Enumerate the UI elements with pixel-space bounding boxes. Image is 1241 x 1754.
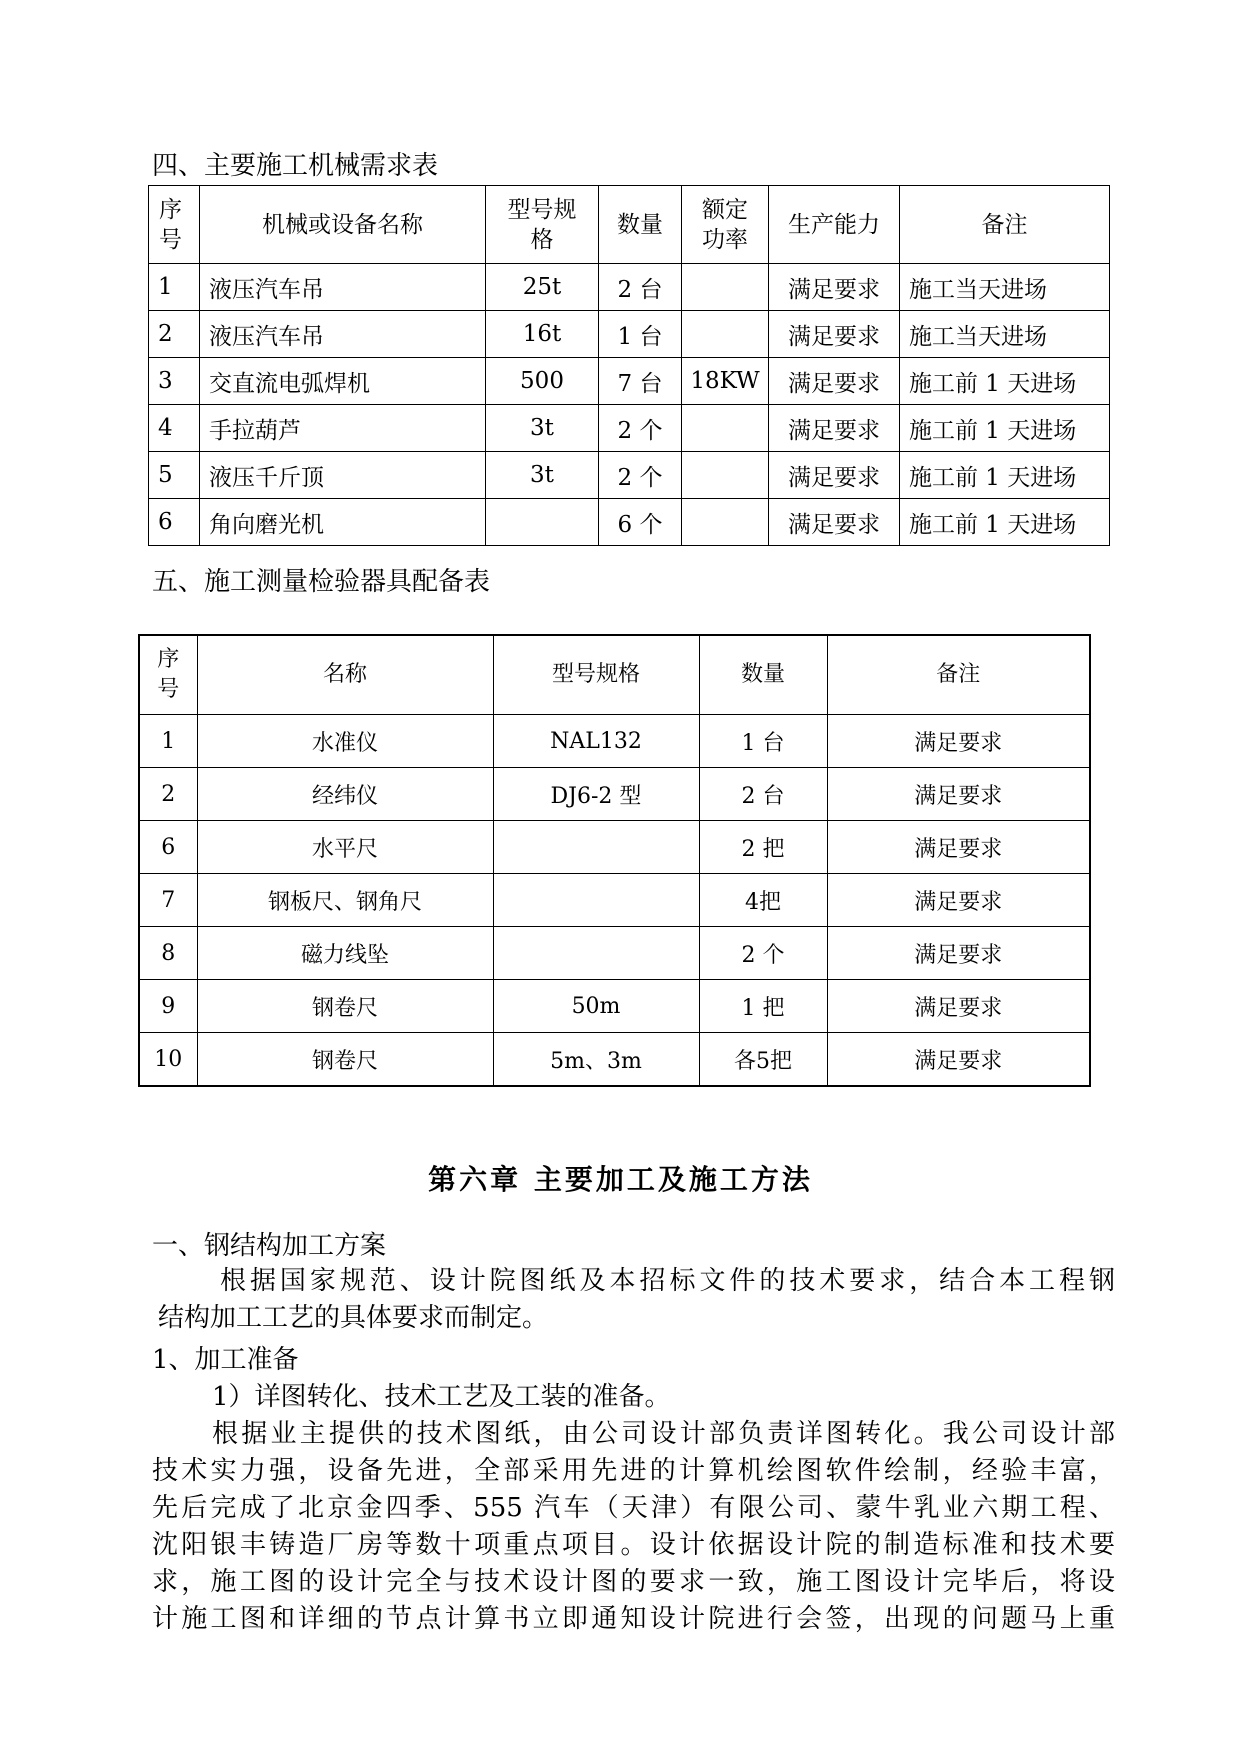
cell-spec: 3t	[486, 405, 599, 452]
cell-seq: 4	[149, 405, 200, 452]
cell-remark: 满足要求	[827, 715, 1090, 768]
cell-remark: 施工当天进场	[900, 264, 1110, 311]
cell-qty: 2 台	[599, 264, 682, 311]
cell-qty: 4把	[699, 874, 827, 927]
cell-seq: 3	[149, 358, 200, 405]
column-header: 生产能力	[769, 186, 900, 264]
column-header: 备注	[900, 186, 1110, 264]
column-header: 型号规 格	[486, 186, 599, 264]
paragraph-line: 结构加工工艺的具体要求而制定。	[158, 1303, 549, 1333]
column-header: 名称	[197, 635, 493, 715]
column-header: 机械或设备名称	[200, 186, 486, 264]
cell-capacity: 满足要求	[769, 311, 900, 358]
cell-name: 交直流电弧焊机	[200, 358, 486, 405]
cell-name: 钢板尺、钢角尺	[197, 874, 493, 927]
cell-name: 钢卷尺	[197, 980, 493, 1033]
table-row	[139, 715, 1090, 768]
cell-spec: 5m、3m	[493, 1033, 699, 1087]
cell-capacity: 满足要求	[769, 405, 900, 452]
cell-spec: 16t	[486, 311, 599, 358]
column-header: 额定 功率	[682, 186, 769, 264]
cell-capacity: 满足要求	[769, 499, 900, 546]
cell-name: 手拉葫芦	[200, 405, 486, 452]
cell-power	[682, 499, 769, 546]
cell-power	[682, 264, 769, 311]
cell-capacity: 满足要求	[769, 452, 900, 499]
cell-spec: 500	[486, 358, 599, 405]
column-header: 型号规格	[493, 635, 699, 715]
cell-seq: 6	[149, 499, 200, 546]
cell-spec: 3t	[486, 452, 599, 499]
cell-spec: NAL132	[493, 715, 699, 768]
cell-name: 液压汽车吊	[200, 311, 486, 358]
machinery-table	[148, 185, 1110, 546]
cell-qty: 7 台	[599, 358, 682, 405]
cell-seq: 5	[149, 452, 200, 499]
paragraph-line: 根据国家规范、设计院图纸及本招标文件的技术要求，结合本工程钢	[220, 1266, 1115, 1296]
cell-remark: 满足要求	[827, 1033, 1090, 1087]
cell-name: 水平尺	[197, 821, 493, 874]
cell-spec	[493, 874, 699, 927]
cell-spec: 25t	[486, 264, 599, 311]
table-header-row	[149, 186, 1110, 264]
cell-remark: 施工前 1 天进场	[900, 358, 1110, 405]
paragraph-line: 根据业主提供的技术图纸，由公司设计部负责详图转化。我公司设计部	[212, 1419, 1115, 1449]
cell-seq: 6	[139, 821, 197, 874]
column-header: 序 号	[139, 635, 197, 715]
paragraph-line: 沈阳银丰铸造厂房等数十项重点项目。设计依据设计院的制造标准和技术要	[152, 1530, 1115, 1560]
cell-spec: DJ6-2 型	[493, 768, 699, 821]
cell-qty: 2 个	[599, 405, 682, 452]
cell-name: 角向磨光机	[200, 499, 486, 546]
table-row	[139, 874, 1090, 927]
cell-spec	[493, 927, 699, 980]
cell-remark: 施工前 1 天进场	[900, 405, 1110, 452]
cell-remark: 满足要求	[827, 821, 1090, 874]
section5-title: 五、施工测量检验器具配备表	[152, 567, 491, 597]
chapter-title: 第六章 主要加工及施工方法	[428, 1163, 813, 1196]
cell-seq: 10	[139, 1033, 197, 1087]
cell-remark: 满足要求	[827, 980, 1090, 1033]
table-row	[139, 927, 1090, 980]
paragraph-line: 技术实力强，设备先进，全部采用先进的计算机绘图软件绘制，经验丰富，	[152, 1456, 1115, 1486]
cell-qty: 2 个	[699, 927, 827, 980]
table-row	[139, 821, 1090, 874]
cell-seq: 2	[149, 311, 200, 358]
cell-remark: 施工前 1 天进场	[900, 452, 1110, 499]
cell-seq: 7	[139, 874, 197, 927]
cell-capacity: 满足要求	[769, 358, 900, 405]
subsection-title: 1）详图转化、技术工艺及工装的准备。	[212, 1382, 671, 1412]
cell-qty: 2 台	[699, 768, 827, 821]
cell-power	[682, 311, 769, 358]
cell-name: 经纬仪	[197, 768, 493, 821]
cell-qty: 1 把	[699, 980, 827, 1033]
section4-title: 四、主要施工机械需求表	[152, 151, 439, 181]
cell-remark: 施工前 1 天进场	[900, 499, 1110, 546]
cell-remark: 满足要求	[827, 768, 1090, 821]
cell-qty: 1 台	[699, 715, 827, 768]
cell-spec	[486, 499, 599, 546]
cell-seq: 9	[139, 980, 197, 1033]
cell-name: 液压汽车吊	[200, 264, 486, 311]
cell-power: 18KW	[682, 358, 769, 405]
cell-capacity: 满足要求	[769, 264, 900, 311]
cell-qty: 2 个	[599, 452, 682, 499]
subsection-title: 1、加工准备	[152, 1345, 299, 1375]
table-row	[149, 499, 1110, 546]
cell-name: 液压千斤顶	[200, 452, 486, 499]
cell-seq: 1	[149, 264, 200, 311]
cell-remark: 施工当天进场	[900, 311, 1110, 358]
table-row	[139, 768, 1090, 821]
instruments-table	[138, 634, 1091, 1087]
cell-seq: 1	[139, 715, 197, 768]
cell-seq: 2	[139, 768, 197, 821]
cell-power	[682, 452, 769, 499]
cell-qty: 2 把	[699, 821, 827, 874]
cell-qty: 各5把	[699, 1033, 827, 1087]
column-header: 数量	[599, 186, 682, 264]
table-row	[139, 980, 1090, 1033]
column-header: 序 号	[149, 186, 200, 264]
column-header: 数量	[699, 635, 827, 715]
column-header: 备注	[827, 635, 1090, 715]
cell-power	[682, 405, 769, 452]
cell-spec: 50m	[493, 980, 699, 1033]
cell-seq: 8	[139, 927, 197, 980]
paragraph-line: 求，施工图的设计完全与技术设计图的要求一致，施工图设计完毕后，将设	[152, 1567, 1115, 1597]
cell-remark: 满足要求	[827, 874, 1090, 927]
cell-qty: 1 台	[599, 311, 682, 358]
cell-name: 磁力线坠	[197, 927, 493, 980]
table-row	[149, 452, 1110, 499]
cell-spec	[493, 821, 699, 874]
table-header-row	[139, 635, 1090, 715]
table-row	[139, 1033, 1090, 1087]
table-row	[149, 405, 1110, 452]
cell-name: 水准仪	[197, 715, 493, 768]
paragraph-line: 先后完成了北京金四季、555 汽车（天津）有限公司、蒙牛乳业六期工程、	[152, 1493, 1115, 1523]
table-row	[149, 264, 1110, 311]
table-row	[149, 311, 1110, 358]
cell-qty: 6 个	[599, 499, 682, 546]
paragraph-line: 计施工图和详细的节点计算书立即通知设计院进行会签，出现的问题马上重	[152, 1604, 1115, 1634]
cell-remark: 满足要求	[827, 927, 1090, 980]
cell-name: 钢卷尺	[197, 1033, 493, 1087]
table-row	[149, 358, 1110, 405]
subsection-title: 一、钢结构加工方案	[152, 1231, 387, 1261]
